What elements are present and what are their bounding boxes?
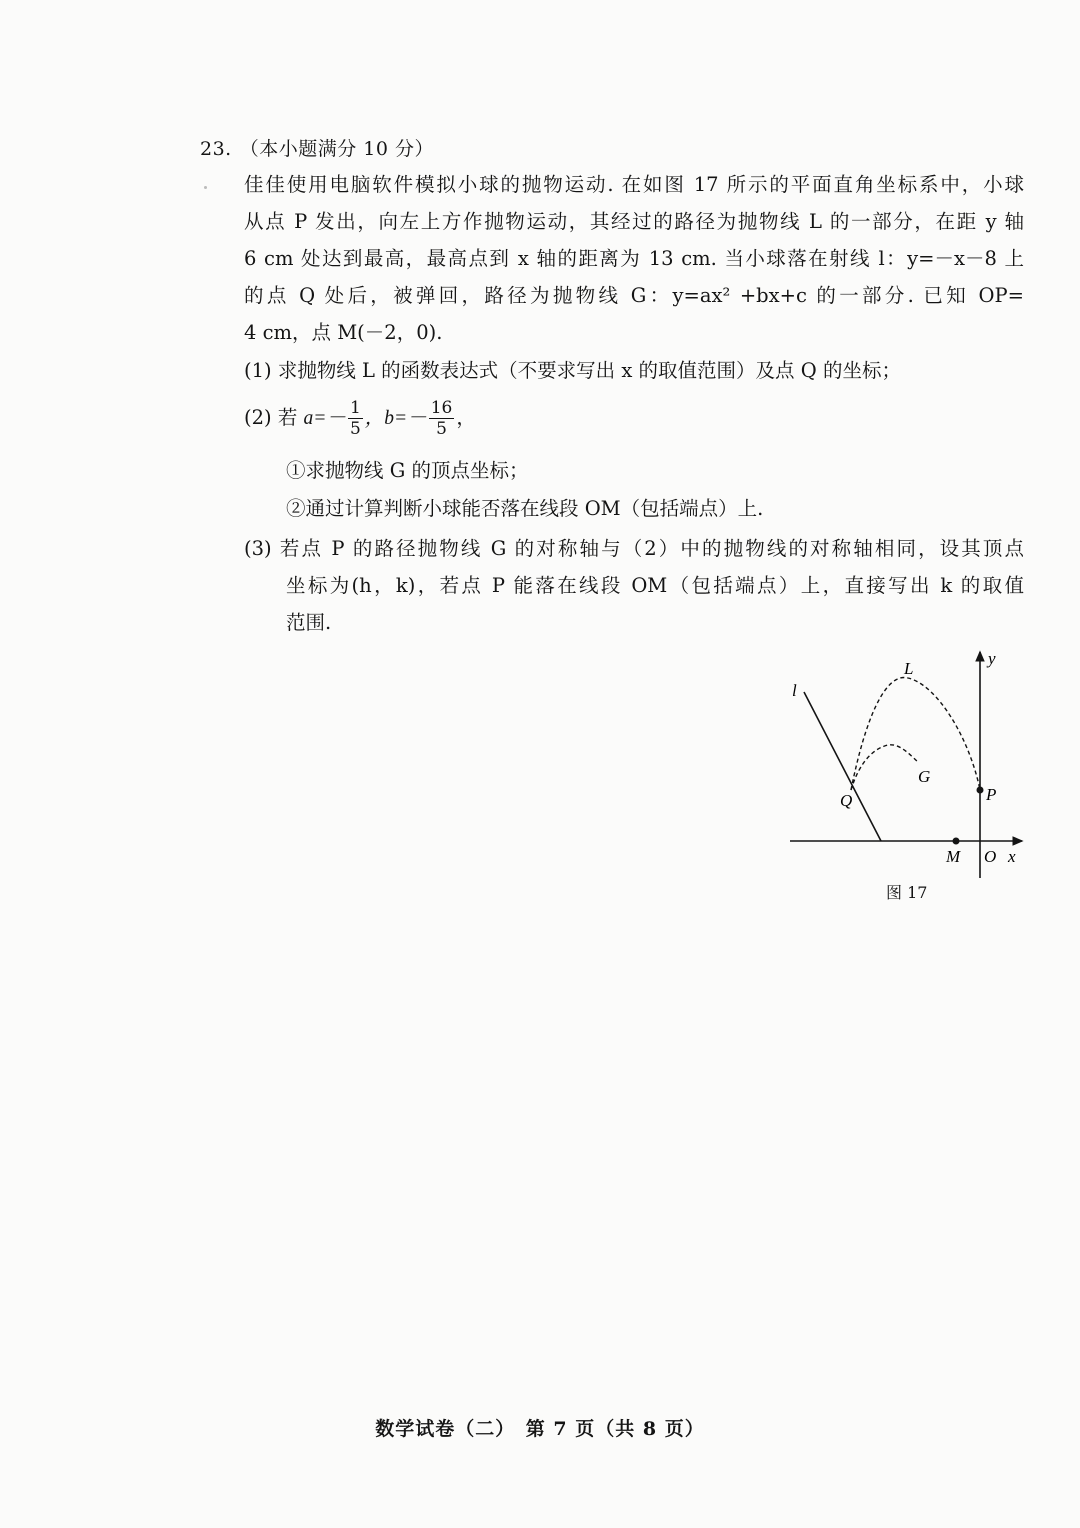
scan-dot <box>204 186 207 189</box>
part-2-label: (2) 若 <box>244 406 298 429</box>
question-header <box>200 134 434 161</box>
part-3-line-3: 范围. <box>286 611 332 634</box>
label-l: l <box>792 681 797 700</box>
figure-17 <box>770 640 1040 880</box>
point-P <box>977 787 984 794</box>
fraction-b-denominator: 5 <box>436 419 447 439</box>
label-P: P <box>986 785 997 804</box>
label-y: y <box>988 649 996 668</box>
page-footer: 数学试卷（二） 第 7 页（共 8 页） <box>375 1418 705 1440</box>
b-prefix: ，b=－ <box>364 408 427 429</box>
fraction-b <box>429 398 455 439</box>
question-body-line-2: 从点 P 发出，向左上方作抛物运动，其经过的路径为抛物线 L 的一部分，在距 y 轴 <box>244 210 1024 233</box>
question-body-line-5: 4 cm，点 M(－2，0). <box>244 321 443 344</box>
question-body-line-4: 的点 Q 处后，被弹回，路径为抛物线 G：y=ax² +bx+c 的一部分. 已知 OP= <box>244 284 1024 307</box>
fraction-a-denominator: 5 <box>349 419 361 439</box>
question-body-line-3: 6 cm 处达到最高，最高点到 x 轴的距离为 13 cm. 当小球落在射线 l：y=－x－8 上 <box>244 247 1024 270</box>
ray-l <box>804 692 881 841</box>
label-x: x <box>1008 847 1016 866</box>
label-Q: Q <box>840 791 853 810</box>
label-O: O <box>984 847 997 866</box>
part-2-item-2: ②通过计算判断小球能否落在线段 OM（包括端点）上. <box>286 497 764 520</box>
point-M <box>953 838 960 845</box>
label-M: M <box>946 847 961 866</box>
part-3-line-1: (3) 若点 P 的路径抛物线 G 的对称轴与（2）中的抛物线的对称轴相同，设其顶点 <box>244 537 1024 560</box>
question-score: （本小题满分 10 分） <box>239 138 434 160</box>
parabola-G <box>851 745 918 790</box>
part-1: (1) 求抛物线 L 的函数表达式（不要求写出 x 的取值范围）及点 Q 的坐标； <box>244 359 901 382</box>
parabola-L <box>851 677 980 790</box>
figure-caption: 图 17 <box>886 883 928 902</box>
part-2-item-1: ①求抛物线 G 的顶点坐标； <box>286 459 529 482</box>
fraction-a <box>348 398 363 439</box>
label-G: G <box>918 767 931 786</box>
fraction-b-numerator: 16 <box>430 398 453 418</box>
question-number: 23. <box>200 138 232 160</box>
label-L: L <box>904 659 914 678</box>
question-body-line-1: 佳佳使用电脑软件模拟小球的抛物运动. 在如图 17 所示的平面直角坐标系中，小球 <box>244 173 1024 196</box>
a-prefix: a=－ <box>303 408 346 429</box>
fraction-a-numerator: 1 <box>349 398 361 418</box>
part-2 <box>244 398 476 439</box>
part-3-line-2: 坐标为(h，k)，若点 P 能落在线段 OM（包括端点）上，直接写出 k 的取值 <box>286 574 1024 597</box>
part-2-suffix: ， <box>456 406 476 429</box>
